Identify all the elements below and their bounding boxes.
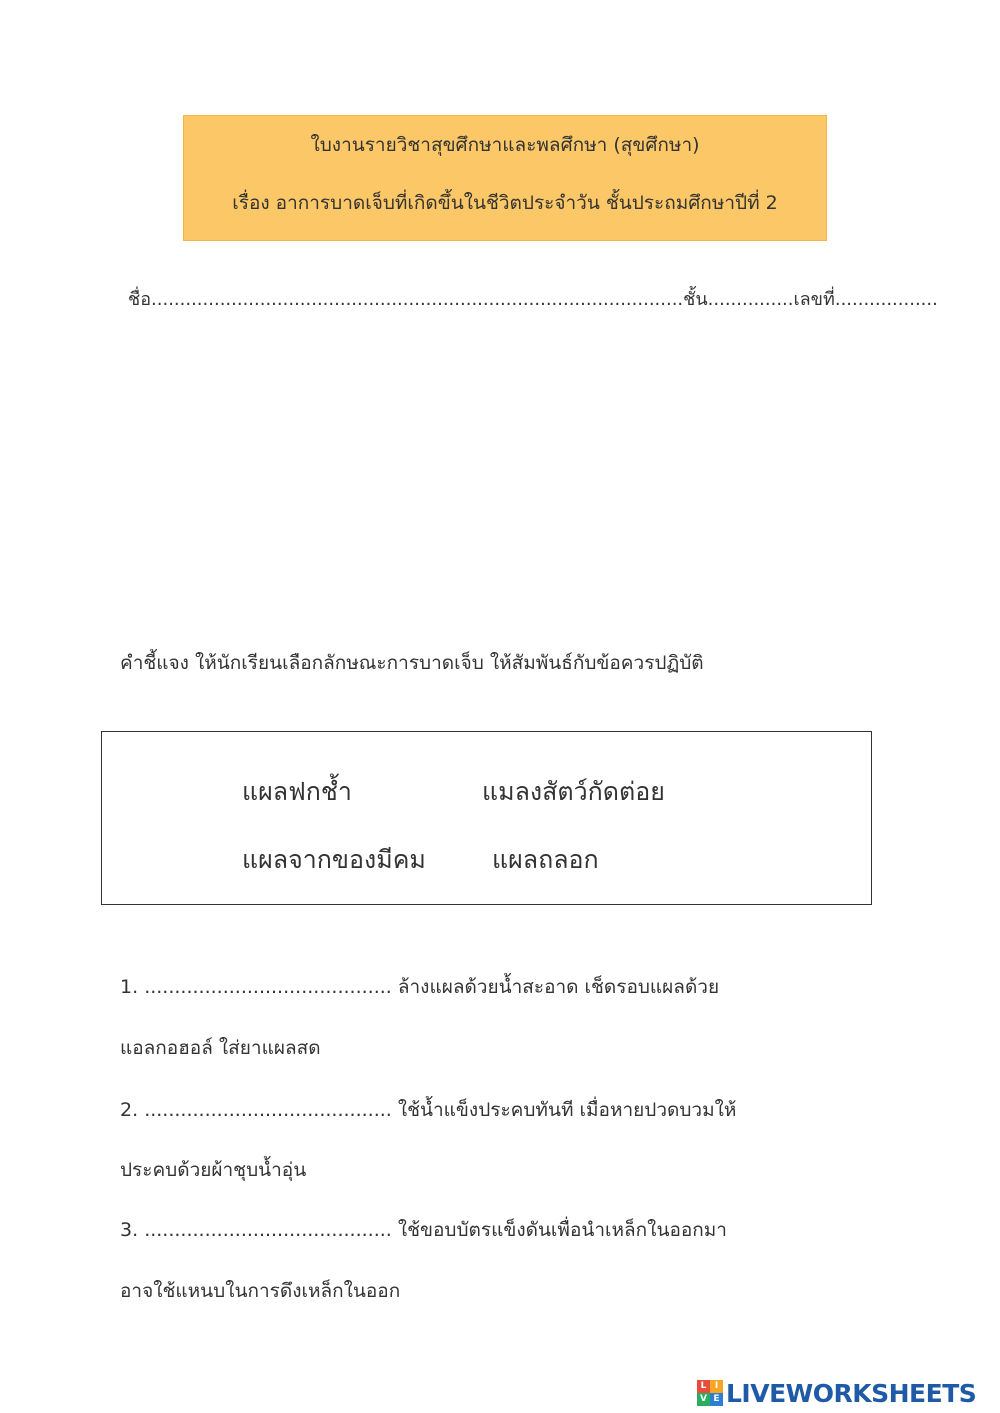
choice-word-bank — [101, 731, 872, 905]
logo-letter-l: L — [697, 1380, 710, 1393]
liveworksheets-logo-icon — [697, 1380, 723, 1406]
question-3 — [120, 1215, 727, 1245]
question-2 — [120, 1095, 736, 1125]
choice-bruise[interactable]: แผลฟกช้ำ — [242, 777, 352, 806]
header-topic-title: เรื่อง อาการบาดเจ็บที่เกิดขึ้นในชีวิตประจำวัน ชั้นประถมศึกษาปีที่ 2 — [232, 192, 778, 214]
student-info-line: ชื่อ.............................................................................................ชั้น...............เลขที่.................. — [128, 289, 938, 310]
question-1-answer-blank[interactable]: ......................................... — [144, 976, 392, 998]
choice-insect-bite[interactable]: แมลงสัตว์กัดต่อย — [482, 777, 665, 806]
question-1-number: 1. — [120, 976, 139, 998]
logo-letter-i: I — [710, 1380, 723, 1393]
logo-letter-e: E — [710, 1393, 723, 1406]
logo-letter-v: V — [697, 1393, 710, 1406]
question-1-text: ล้างแผลด้วยน้ำสะอาด เช็ดรอบแผลด้วย — [391, 976, 720, 998]
question-1 — [120, 972, 719, 1002]
question-3-text: ใช้ขอบบัตรแข็งดันเพื่อนำเหล็กในออกมา — [391, 1219, 727, 1241]
choice-abrasion[interactable]: แผลถลอก — [492, 845, 599, 874]
question-1-continuation: แอลกอฮอล์ ใส่ยาแผลสด — [120, 1037, 321, 1059]
question-3-number: 3. — [120, 1219, 139, 1241]
question-3-answer-blank[interactable]: ......................................... — [144, 1219, 392, 1241]
question-3-continuation: อาจใช้แหนบในการดึงเหล็กในออก — [120, 1280, 401, 1302]
worksheet-header-box — [183, 115, 827, 241]
choice-sharp-object-wound[interactable]: แผลจากของมีคม — [242, 845, 426, 874]
header-subject-title: ใบงานรายวิชาสุขศึกษาและพลศึกษา (สุขศึกษา) — [310, 134, 700, 156]
question-2-continuation: ประคบด้วยผ้าชุบน้ำอุ่น — [120, 1159, 307, 1181]
liveworksheets-wordmark: LIVEWORKSHEETS — [726, 1378, 977, 1408]
liveworksheets-brand[interactable] — [697, 1376, 976, 1410]
instructions-text: คำชี้แจง ให้นักเรียนเลือกลักษณะการบาดเจ็บ ให้สัมพันธ์กับข้อควรปฏิบัติ — [120, 652, 704, 674]
question-2-number: 2. — [120, 1099, 139, 1121]
question-2-text: ใช้น้ำแข็งประคบทันที เมื่อหายปวดบวมให้ — [391, 1099, 737, 1121]
question-2-answer-blank[interactable]: ......................................... — [144, 1099, 392, 1121]
